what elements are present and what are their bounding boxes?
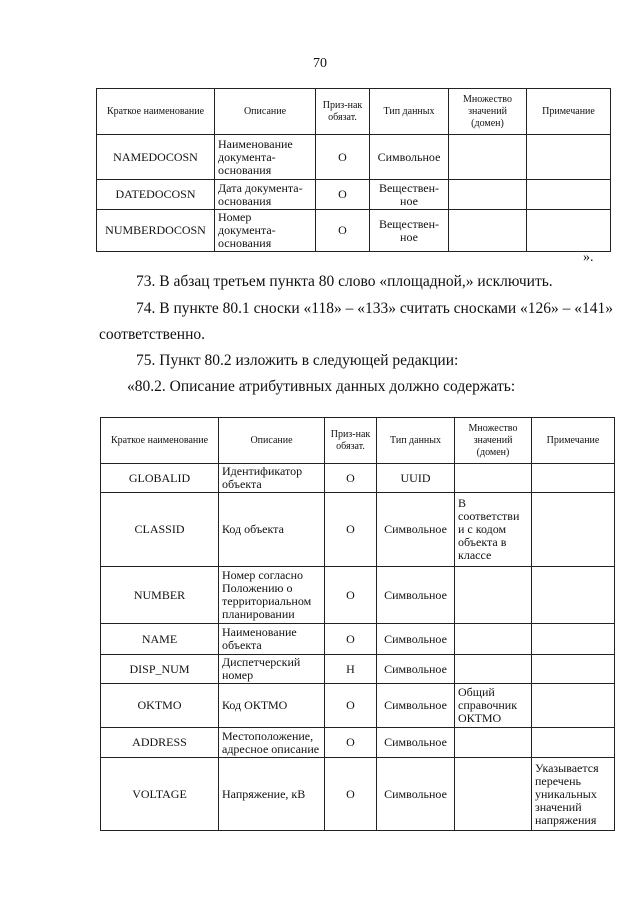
cell-type: Символьное	[377, 655, 455, 684]
cell-type: Символьное	[370, 135, 449, 180]
cell-note	[527, 135, 611, 180]
cell-note: Указывается перечень уникальных значений напряжения	[532, 758, 615, 831]
table-row	[101, 655, 615, 684]
header-short-name: Краткое наименование	[101, 418, 219, 464]
cell-domain	[455, 758, 532, 831]
cell-description: Дата документа-основания	[215, 180, 316, 210]
cell-code: OKTMO	[101, 684, 219, 728]
cell-note	[532, 624, 615, 655]
attributes-table-top	[96, 88, 611, 252]
cell-required: O	[316, 180, 370, 210]
cell-code: DATEDOCOSN	[97, 180, 215, 210]
cell-domain	[449, 180, 527, 210]
cell-domain: Общий справочник ОКТМО	[455, 684, 532, 728]
paragraph-73: 73. В абзац третьем пункта 80 слово «площадной,» исключить.	[136, 273, 553, 290]
cell-domain	[455, 728, 532, 758]
cell-type: Символьное	[377, 728, 455, 758]
cell-note	[532, 728, 615, 758]
closing-quote: ».	[583, 250, 594, 265]
table-row	[101, 684, 615, 728]
cell-domain	[449, 135, 527, 180]
cell-domain: В соответстви и с кодом объекта в классе	[455, 493, 532, 567]
table-row	[101, 624, 615, 655]
cell-domain	[449, 210, 527, 252]
cell-required: O	[316, 135, 370, 180]
cell-code: ADDRESS	[101, 728, 219, 758]
cell-required: O	[325, 464, 377, 493]
cell-domain	[455, 624, 532, 655]
cell-description: Номер документа-основания	[215, 210, 316, 252]
attributes-table-bottom	[100, 417, 615, 831]
cell-description: Код объекта	[219, 493, 325, 567]
header-note: Примечание	[527, 89, 611, 135]
cell-type: Символьное	[377, 758, 455, 831]
table-row	[101, 567, 615, 624]
cell-description: Напряжение, кВ	[219, 758, 325, 831]
cell-required: O	[316, 210, 370, 252]
cell-required: O	[325, 567, 377, 624]
header-short-name: Краткое наименование	[97, 89, 215, 135]
cell-domain	[455, 567, 532, 624]
cell-note	[532, 493, 615, 567]
page-number: 70	[313, 56, 327, 71]
cell-type: Веществен-ное	[370, 180, 449, 210]
table-row	[101, 728, 615, 758]
cell-code: NAME	[101, 624, 219, 655]
paragraph-75: 75. Пункт 80.2 изложить в следующей редакции:	[136, 352, 459, 369]
cell-description: Местоположение, адресное описание	[219, 728, 325, 758]
cell-required: O	[325, 728, 377, 758]
cell-code: NAMEDOCOSN	[97, 135, 215, 180]
header-required: Приз-нак обязат.	[325, 418, 377, 464]
cell-type: Символьное	[377, 493, 455, 567]
paragraph-74: 74. В пункте 80.1 сноски «118» – «133» считать сносками «126» – «141»	[136, 300, 614, 317]
cell-domain	[455, 655, 532, 684]
table-row	[97, 135, 611, 180]
cell-note	[532, 684, 615, 728]
table-row	[101, 464, 615, 493]
header-domain: Множество значений (домен)	[449, 89, 527, 135]
cell-note	[527, 210, 611, 252]
cell-note	[532, 464, 615, 493]
cell-description: Код ОКТМО	[219, 684, 325, 728]
cell-description: Наименование объекта	[219, 624, 325, 655]
cell-note	[532, 655, 615, 684]
cell-note	[527, 180, 611, 210]
cell-description: Номер согласно Положению о территориальном планировании	[219, 567, 325, 624]
cell-code: CLASSID	[101, 493, 219, 567]
cell-type: Символьное	[377, 624, 455, 655]
cell-required: O	[325, 758, 377, 831]
table-row	[101, 493, 615, 567]
paragraph-80-2-heading: «80.2. Описание атрибутивных данных должно содержать:	[127, 378, 516, 395]
header-data-type: Тип данных	[377, 418, 455, 464]
cell-domain	[455, 464, 532, 493]
cell-required: Н	[325, 655, 377, 684]
table-header-row	[101, 418, 615, 464]
cell-note	[532, 567, 615, 624]
header-description: Описание	[215, 89, 316, 135]
cell-code: GLOBALID	[101, 464, 219, 493]
header-data-type: Тип данных	[370, 89, 449, 135]
cell-description: Диспетчерский номер	[219, 655, 325, 684]
cell-type: Символьное	[377, 567, 455, 624]
table-row	[97, 180, 611, 210]
cell-code: NUMBER	[101, 567, 219, 624]
paragraph-74-continuation: соответственно.	[99, 326, 205, 343]
cell-type: UUID	[377, 464, 455, 493]
table-row	[97, 210, 611, 252]
header-domain: Множество значений (домен)	[455, 418, 532, 464]
header-required: Приз-нак обязат.	[316, 89, 370, 135]
cell-code: NUMBERDOCOSN	[97, 210, 215, 252]
cell-description: Идентификатор объекта	[219, 464, 325, 493]
cell-required: O	[325, 684, 377, 728]
cell-type: Символьное	[377, 684, 455, 728]
header-description: Описание	[219, 418, 325, 464]
header-note: Примечание	[532, 418, 615, 464]
cell-type: Веществен-ное	[370, 210, 449, 252]
cell-code: VOLTAGE	[101, 758, 219, 831]
table-header-row	[97, 89, 611, 135]
cell-required: O	[325, 624, 377, 655]
table-row	[101, 758, 615, 831]
cell-code: DISP_NUM	[101, 655, 219, 684]
cell-required: O	[325, 493, 377, 567]
cell-description: Наименование документа-основания	[215, 135, 316, 180]
